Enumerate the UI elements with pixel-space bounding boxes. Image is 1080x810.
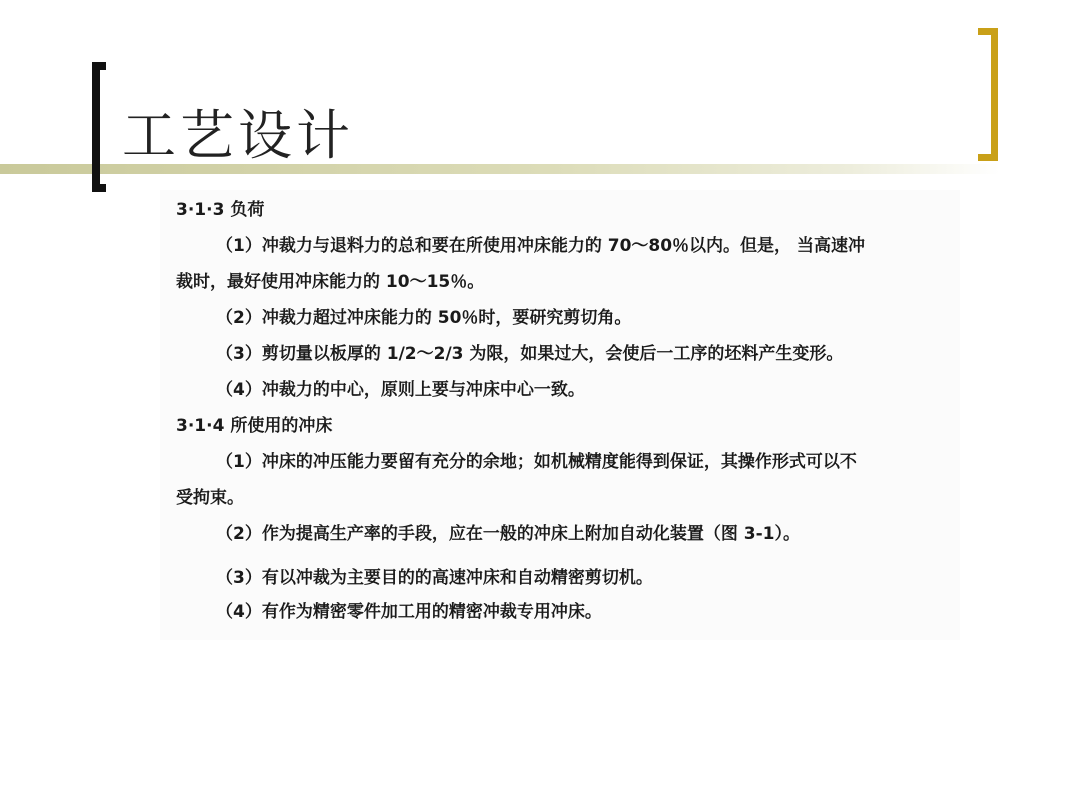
paragraph-line: （1）冲床的冲压能力要留有充分的余地；如机械精度能得到保证，其操作形式可以不 bbox=[216, 452, 857, 472]
paragraph-line: （2）作为提高生产率的手段，应在一般的冲床上附加自动化装置（图 3-1）。 bbox=[216, 524, 800, 544]
paragraph-line: （2）冲裁力超过冲床能力的 50％时，要研究剪切角。 bbox=[216, 308, 632, 328]
paragraph-line: 裁时，最好使用冲床能力的 10～15％。 bbox=[176, 272, 485, 292]
paragraph-line: （3）有以冲裁为主要目的的高速冲床和自动精密剪切机。 bbox=[216, 568, 653, 588]
right-bracket-decoration bbox=[978, 28, 998, 161]
left-bracket-decoration bbox=[92, 62, 106, 192]
section-heading-load: 3·1·3 负荷 bbox=[176, 200, 265, 220]
paragraph-line: （3）剪切量以板厚的 1/2～2/3 为限，如果过大，会使后一工序的坯料产生变形。 bbox=[216, 344, 844, 364]
paragraph-line: （1）冲裁力与退料力的总和要在所使用冲床能力的 70～80％以内。但是， 当高速冲 bbox=[216, 236, 865, 256]
paragraph-line: 受拘束。 bbox=[176, 488, 244, 508]
slide-title: 工艺设计 bbox=[122, 104, 354, 167]
paragraph-line: （4）冲裁力的中心，原则上要与冲床中心一致。 bbox=[216, 380, 585, 400]
paragraph-line: （4）有作为精密零件加工用的精密冲裁专用冲床。 bbox=[216, 602, 602, 622]
section-heading-press: 3·1·4 所使用的冲床 bbox=[176, 416, 333, 436]
